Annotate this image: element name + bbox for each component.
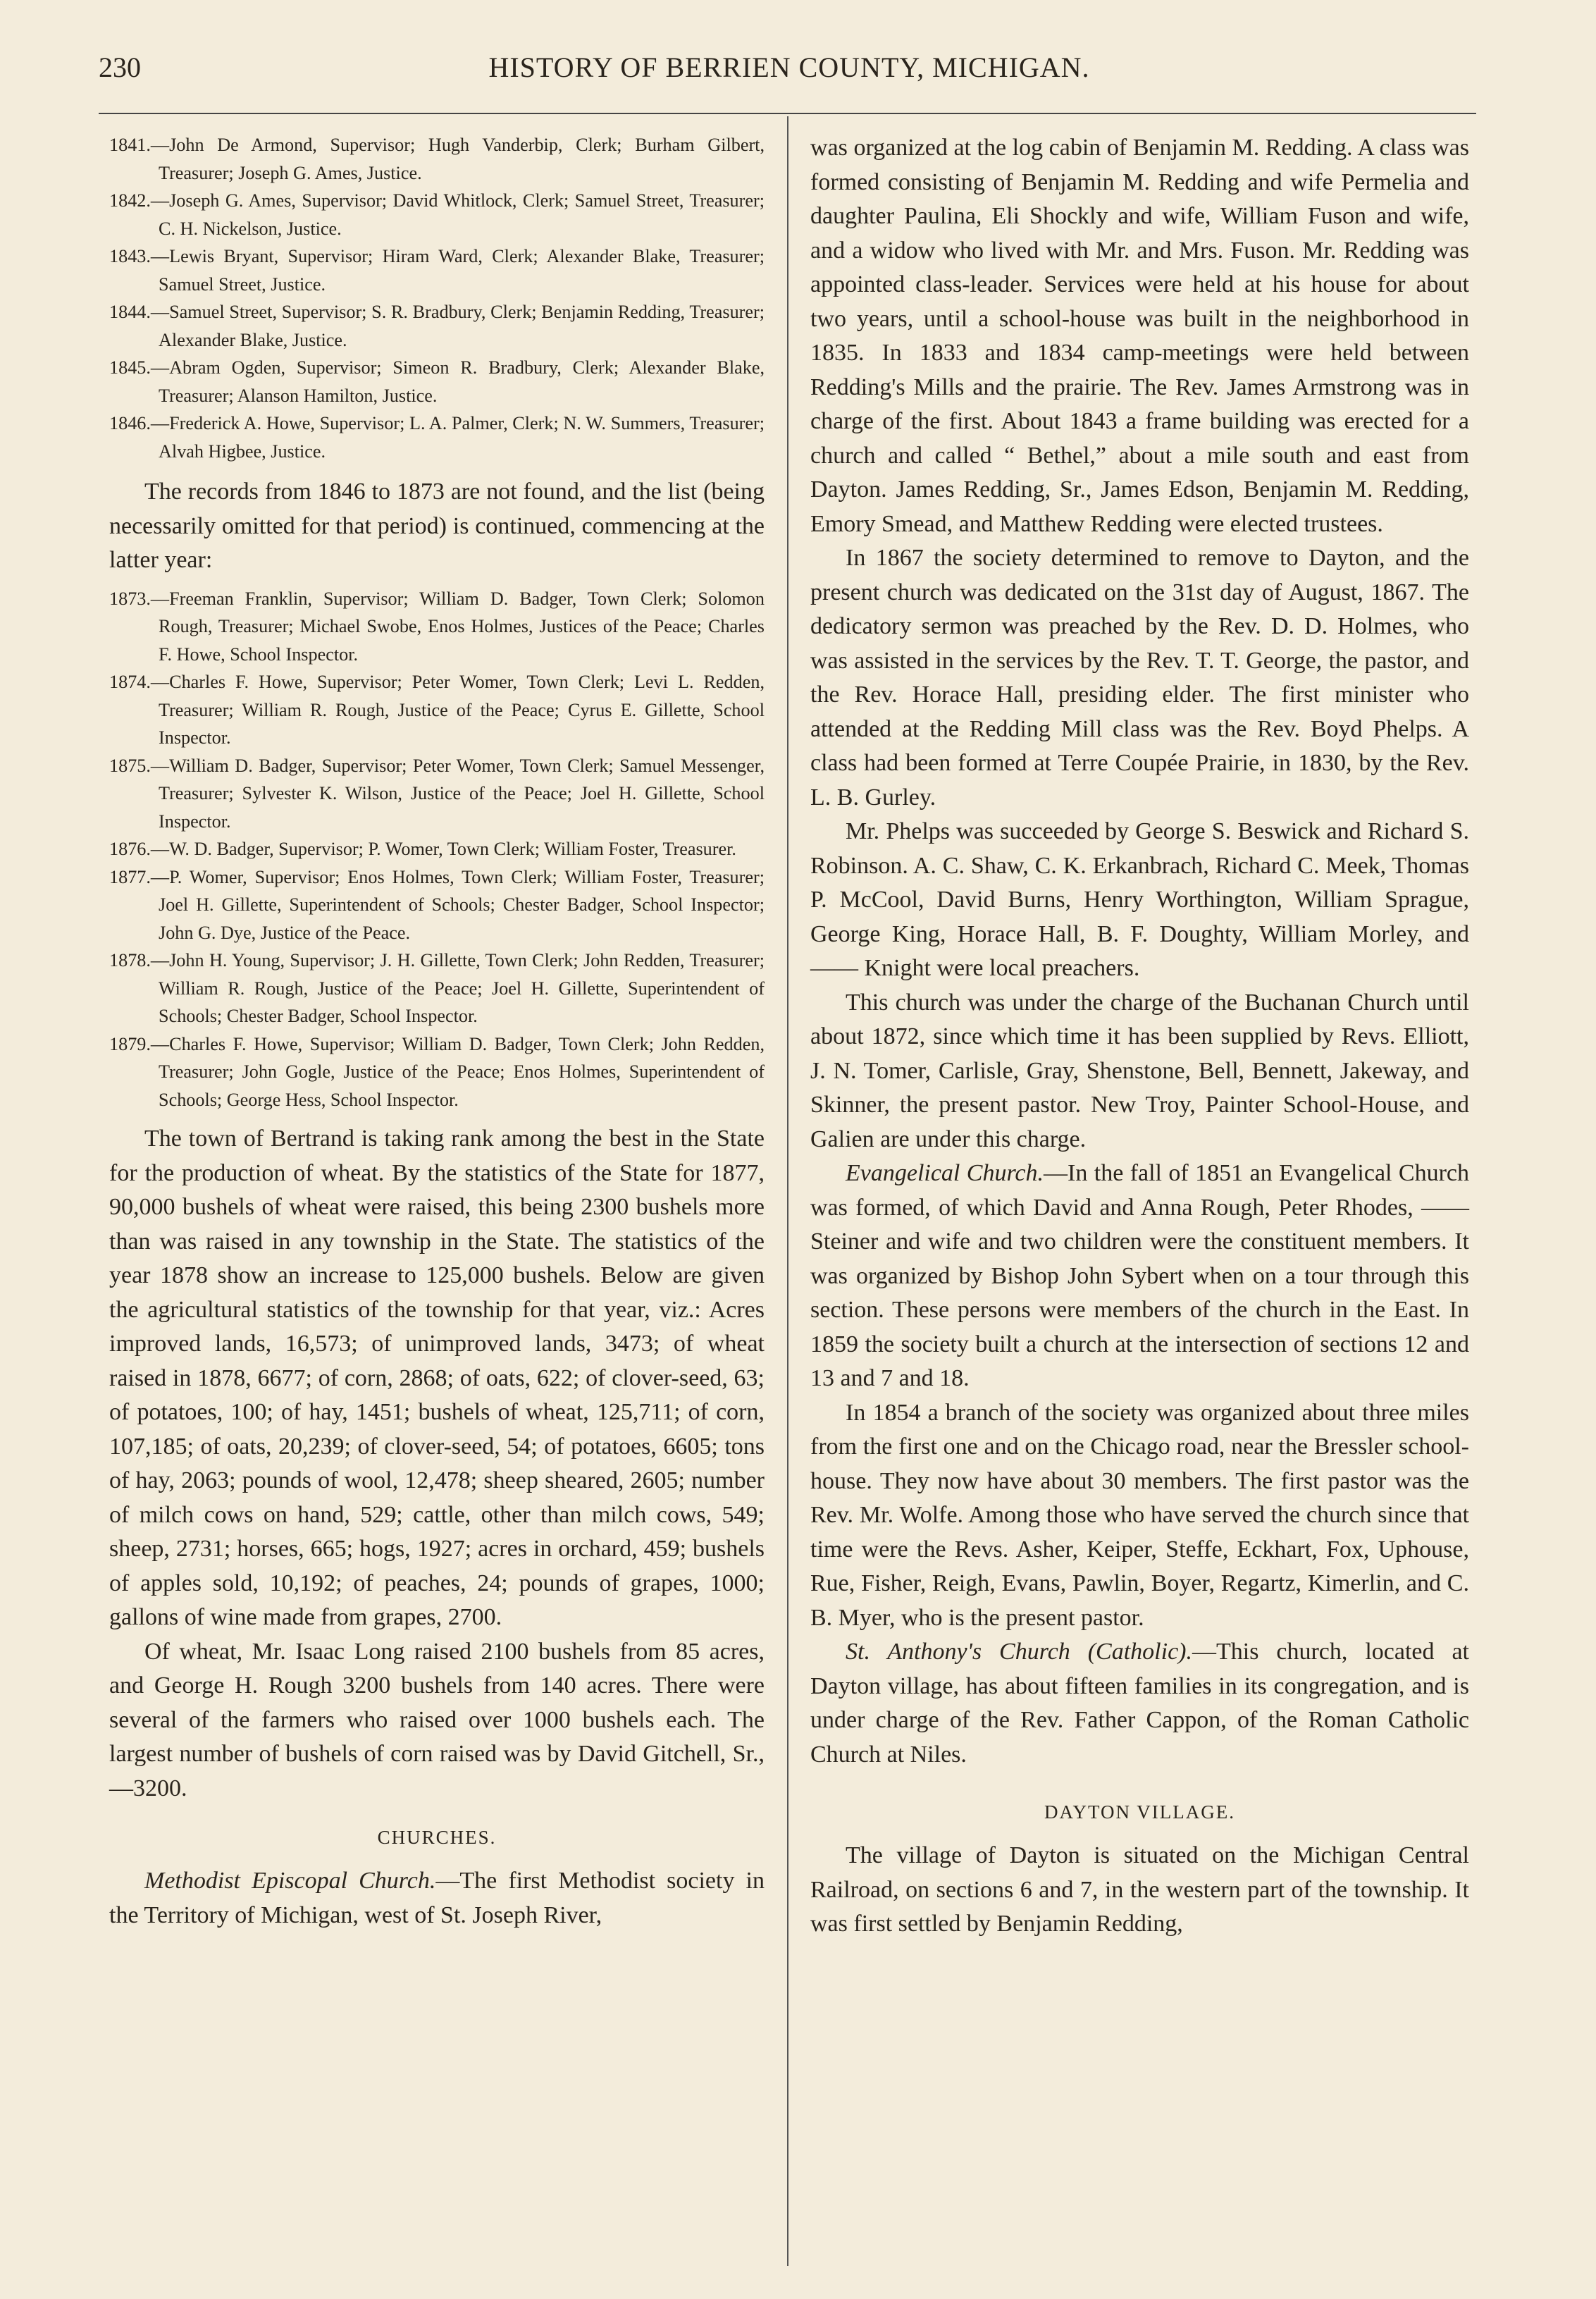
buchanan-paragraph: This church was under the charge of the Buchanan Church until about 1872, since which time it has been supplied by Revs. Elliott, J. N. Tomer, Carlisle, Gray, Shenstone, Bell, Bennett, Jakeway, and Skinner, the present pastor. New Troy, Painter School-House, and Galien are under this charge. [810,989,1469,1152]
officer-entry: 1875.—William D. Badger, Supervisor; Peter Womer, Town Clerk; Samuel Messenger, Treasurer; Sylvester K. Wilson, Justice of the Peace; Joel H. Gillette, School Inspector. [109,755,765,832]
st-anthony-title: St. Anthony's Church (Catholic). [846,1639,1192,1665]
officer-entry: 1873.—Freeman Franklin, Supervisor; William D. Badger, Town Clerk; Solomon Rough, Treasurer; Michael Swobe, Enos Holmes, Justices of the Peace; Charles F. Howe, School Inspector. [109,588,765,665]
methodist-paragraph [109,1864,765,1933]
st-anthony-paragraph [810,1635,1469,1772]
methodist-text: —The first Methodist society in the Territory of Michigan, west of St. Joseph River, [109,1868,765,1928]
wheat-paragraph: Of wheat, Mr. Isaac Long raised 2100 bushels from 85 acres, and George H. Rough 3200 bushels from 140 acres. There were several of the farmers who raised over 1000 bushels each. The largest number of bushels of corn raised was by David Gitchell, Sr.,—3200. [109,1638,765,1801]
officer-entry: 1845.—Abram Ogden, Supervisor; Simeon R. Bradbury, Clerk; Alexander Blake, Treasurer; Alanson Hamilton, Justice. [109,357,765,406]
right-column [810,131,1469,1942]
officer-entry: 1841.—John De Armond, Supervisor; Hugh Vanderbip, Clerk; Burham Gilbert, Treasurer; Joseph G. Ames, Justice. [109,135,765,183]
evangelical-paragraph [810,1157,1469,1396]
running-title: HISTORY OF BERRIEN COUNTY, MICHIGAN. [488,51,1090,83]
officers-list-late [109,585,765,1114]
officer-entry: 1842.—Joseph G. Ames, Supervisor; David Whitlock, Clerk; Samuel Street, Treasurer; C. H. Nickelson, Justice. [109,190,765,239]
phelps-paragraph: Mr. Phelps was succeeded by George S. Beswick and Richard S. Robinson. A. C. Shaw, C. K. Erkanbrach, Richard C. Meek, Thomas P. McCool, David Burns, Henry Worthington, William Sprague, George King, Horace Hall, B. F. Doughty, William Morley, and —— Knight were local preachers. [810,818,1469,981]
officer-entry: 1843.—Lewis Bryant, Supervisor; Hiram Ward, Clerk; Alexander Blake, Treasurer; Samuel Street, Justice. [109,246,765,295]
officer-entry: 1874.—Charles F. Howe, Supervisor; Peter Womer, Town Clerk; Levi L. Redden, Treasurer; William R. Rough, Justice of the Peace; Cyrus E. Gillette, School Inspector. [109,672,765,748]
st-anthony-text: —This church, located at Dayton village, has about fifteen families in its congregation, and is under charge of the Rev. Father Cappon, of the Roman Catholic Church at Niles. [810,1639,1469,1768]
bertrand-paragraph: The town of Bertrand is taking rank among the best in the State for the production of wheat. By the statistics of the State for 1877, 90,000 bushels of wheat were raised, this being 2300 bushels more than was raised in any township in the State. The statistics of the year 1878 show an increase to 125,000 bushels. Below are given the agricultural statistics of the township for that year, viz.: Acres improved lands, 16,573; of unimproved lands, 3473; of wheat raised in 1878, 6677; of corn, 2868; of oats, 622; of clover-seed, 63; of potatoes, 100; of hay, 1451; bushels of wheat, 125,711; of corn, 107,185; of oats, 20,239; of clover-seed, 54; of potatoes, 6605; tons of hay, 2063; pounds of wool, 12,478; sheep sheared, 2605; number of milch cows on hand, 529; cattle, other than milch cows, 549; sheep, 2731; horses, 665; hogs, 1927; acres in orchard, 459; bushels of apples sold, 10,192; of peaches, 24; pounds of grapes, 1000; gallons of wine made from grapes, 2700. [109,1126,765,1630]
officer-entry: 1877.—P. Womer, Supervisor; Enos Holmes, Town Clerk; William Foster, Treasurer; Joel H. Gillette, Superintendent of Schools; Chester Badger, School Inspector; John G. Dye, Justice of the Peace. [109,866,765,943]
officer-entry: 1876.—W. D. Badger, Supervisor; P. Womer, Town Clerk; William Foster, Treasurer. [109,839,736,859]
records-paragraph: The records from 1846 to 1873 are not found, and the list (being necessarily omitted for that period) is continued, commencing at the latter year: [109,479,765,573]
page-header [99,51,1480,93]
paragraph-1854: In 1854 a branch of the society was organized about three miles from the first one and on the Chicago road, near the Bressler school-house. They now have about 30 members. The first pastor was the Rev. Mr. Wolfe. Among those who have served the church since that time were the Revs. Asher, Keiper, Steffe, Eckhart, Fox, Uphouse, Rue, Fisher, Reigh, Evans, Pawlin, Boyer, Regartz, Kimerlin, and C. B. Myer, who is the present pastor. [810,1399,1469,1631]
officer-entry: 1879.—Charles F. Howe, Supervisor; William D. Badger, Town Clerk; John Redden, Treasurer; John Gogle, Justice of the Peace; Enos Holmes, Superintendent of Schools; George Hess, School Inspector. [109,1033,765,1110]
header-rule [99,113,1476,114]
column-divider [787,116,788,2266]
methodist-title: Methodist Episcopal Church. [144,1868,436,1894]
officer-entry: 1878.—John H. Young, Supervisor; J. H. Gillette, Town Clerk; John Redden, Treasurer; William R. Rough, Justice of the Peace; Joel H. Gillette, Superintendent of Schools; Chester Badger, School Inspector. [109,950,765,1026]
evangelical-text: —In the fall of 1851 an Evangelical Church was formed, of which David and Anna Rough, Peter Rhodes, —— Steiner and wife and two children were the constituent members. It was organized by Bishop John Sybert when on a tour through this section. These persons were members of the church in the East. In 1859 the society built a church at the intersection of sections 12 and 13 and 7 and 18. [810,1160,1470,1391]
page-number: 230 [99,51,141,83]
officers-list-early [109,131,765,465]
paragraph-1867: In 1867 the society determined to remove to Dayton, and the present church was dedicated on the 31st day of August, 1867. The dedicatory sermon was preached by the Rev. D. D. Holmes, who was assisted in the services by the Rev. T. T. George, the pastor, and the Rev. Horace Hall, presiding elder. The first minister who attended at the Redding Mill class was the Rev. Boyd Phelps. A class had been formed at Terre Coupée Prairie, in 1830, by the Rev. L. B. Gurley. [810,545,1469,810]
officer-entry: 1844.—Samuel Street, Supervisor; S. R. Bradbury, Clerk; Benjamin Redding, Treasurer; Alexander Blake, Justice. [109,302,765,350]
methodist-continued: was organized at the log cabin of Benjamin M. Redding. A class was formed consisting of Benjamin M. Redding and wife Permelia and daughter Paulina, Eli Shockly and wife, William Fuson and wife, and a widow who lived with Mr. and Mrs. Fuson. Mr. Redding was appointed class-leader. Services were held at his house for about two years, until a school-house was built in the neighborhood in 1835. In 1833 and 1834 camp-meetings were held between Redding's Mills and the prairie. The Rev. James Armstrong was in charge of the first. About 1843 a frame building was erected for a church and called “ Bethel,” about a mile south and east from Dayton. James Redding, Sr., James Edson, Benjamin M. Redding, Emory Smead, and Matthew Redding were elected trustees. [810,135,1469,537]
left-column [109,131,765,1933]
evangelical-title: Evangelical Church. [846,1160,1044,1186]
dayton-heading: DAYTON VILLAGE. [1044,1801,1235,1823]
churches-heading: CHURCHES. [377,1827,497,1848]
officer-entry: 1846.—Frederick A. Howe, Supervisor; L. A. Palmer, Clerk; N. W. Summers, Treasurer; Alvah Higbee, Justice. [109,413,765,462]
dayton-paragraph: The village of Dayton is situated on the Michigan Central Railroad, on sections 6 and 7, in the western part of the township. It was first settled by Benjamin Redding, [810,1842,1469,1937]
